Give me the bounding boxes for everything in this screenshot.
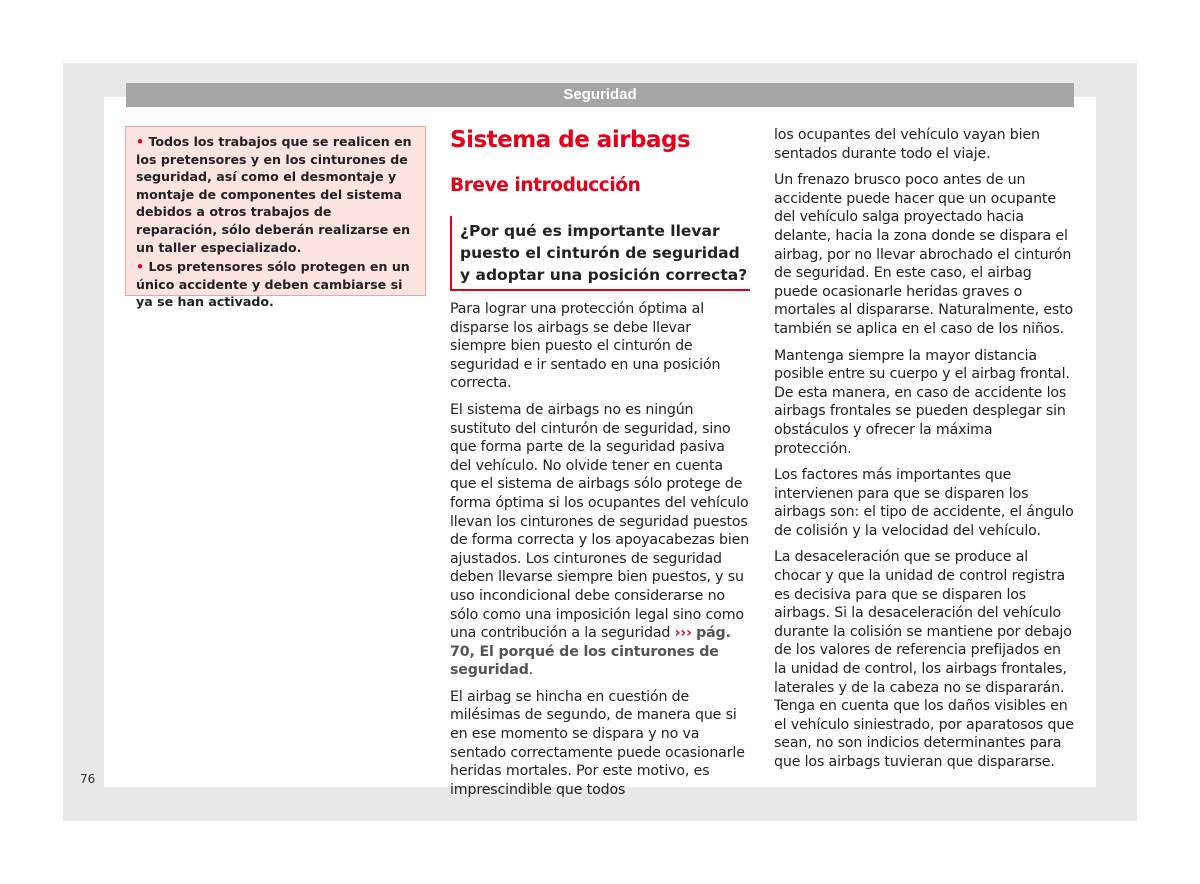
paragraph: Los factores más importantes que intervienen para que se disparen los airbags son: el tipo de accidente, el ángulo de colisión y la velocidad del vehículo.	[774, 467, 1074, 539]
column-right	[774, 126, 1074, 780]
paragraph: Un frenazo brusco poco antes de un accidente puede hacer que un ocupante del vehículo salga proyectado hacia delante, hacia la zona donde se dispara el airbag, por no llevar abrochado el cinturón de seguridad. En este caso, el airbag puede ocasionarle heridas graves o mortales al dispararse. Naturalmente, esto también se aplica en el caso de los niños.	[774, 172, 1074, 337]
question-heading: ¿Por qué es importante llevar puesto el cinturón de seguridad y adoptar una posición correcta?	[450, 216, 750, 291]
paragraph: El airbag se hincha en cuestión de milésimas de segundo, de manera que si en ese momento se dispara y no va sentado correctamente puede ocasionarle heridas mortales. Por este motivo, es imprescindible que todos	[450, 688, 745, 798]
paragraph: La desaceleración que se produce al chocar y que la unidad de control registra es decisiva para que se disparen los airbags. Si la desaceleración del vehículo durante la colisión se mantiene por debajo de los valores de referencia prefijados en la unidad de control, los airbags frontales, laterales y de la cabeza no se dispararán. Tenga en cuenta que los daños visibles en el vehículo siniestrado, por aparatosos que sean, no son indicios determinantes para que los airbags tuvieran que dispararse.	[774, 549, 1074, 770]
bullet-icon: •	[136, 259, 145, 275]
cross-reference-link[interactable]: pág. 70, El porqué de los cinturones de seguridad	[450, 625, 731, 679]
paragraph	[450, 401, 750, 680]
cross-reference-trailing: .	[528, 662, 534, 679]
warning-box	[125, 126, 426, 310]
column-middle	[450, 126, 750, 807]
section-subtitle: Breve introducción	[450, 175, 641, 196]
page-title: Sistema de airbags	[450, 127, 691, 153]
bullet-icon: •	[136, 134, 145, 149]
page-number: 76	[80, 772, 96, 786]
section-header: Seguridad	[126, 83, 1074, 107]
warning-item-text: Los pretensores sólo protegen en un único accidente y deben cambiarse si ya se han activado.	[136, 259, 410, 310]
cross-reference-arrow-icon: ›››	[674, 625, 692, 642]
warning-item	[136, 258, 415, 311]
paragraph: los ocupantes del vehículo vayan bien sentados durante todo el viaje.	[774, 127, 1040, 162]
paragraph-text: El sistema de airbags no es ningún sustituto del cinturón de seguridad, sino que forma parte de la seguridad pasiva del vehículo. No olvide tener en cuenta que el sistema de airbags sólo protege de forma óptima si los ocupantes del vehículo llevan los cinturones de seguridad puestos de forma correcta y los apoyacabezas bien ajustados. Los cinturones de seguridad deben llevarse siempre bien puestos, y su uso incondicional debe considerarse no sólo como una imposición legal sino como una contribución a la seguridad	[450, 401, 750, 642]
paragraph: Mantenga siempre la mayor distancia posible entre su cuerpo y el airbag frontal. De esta manera, en caso de accidente los airbags frontales se pueden desplegar sin obstáculos y ofrecer la máxima protección.	[774, 347, 1070, 457]
warning-item-text: Todos los trabajos que se realicen en los pretensores y en los cinturones de seguridad, así como el desmontaje y montaje de componentes del sistema debidos a otros trabajos de reparación, sólo deberán realizarse en un taller especializado.	[136, 134, 412, 255]
warning-item	[136, 133, 415, 256]
paragraph: Para lograr una protección óptima al disparse los airbags se debe llevar siempre bien puesto el cinturón de seguridad e ir sentado en una posición correcta.	[450, 301, 721, 392]
